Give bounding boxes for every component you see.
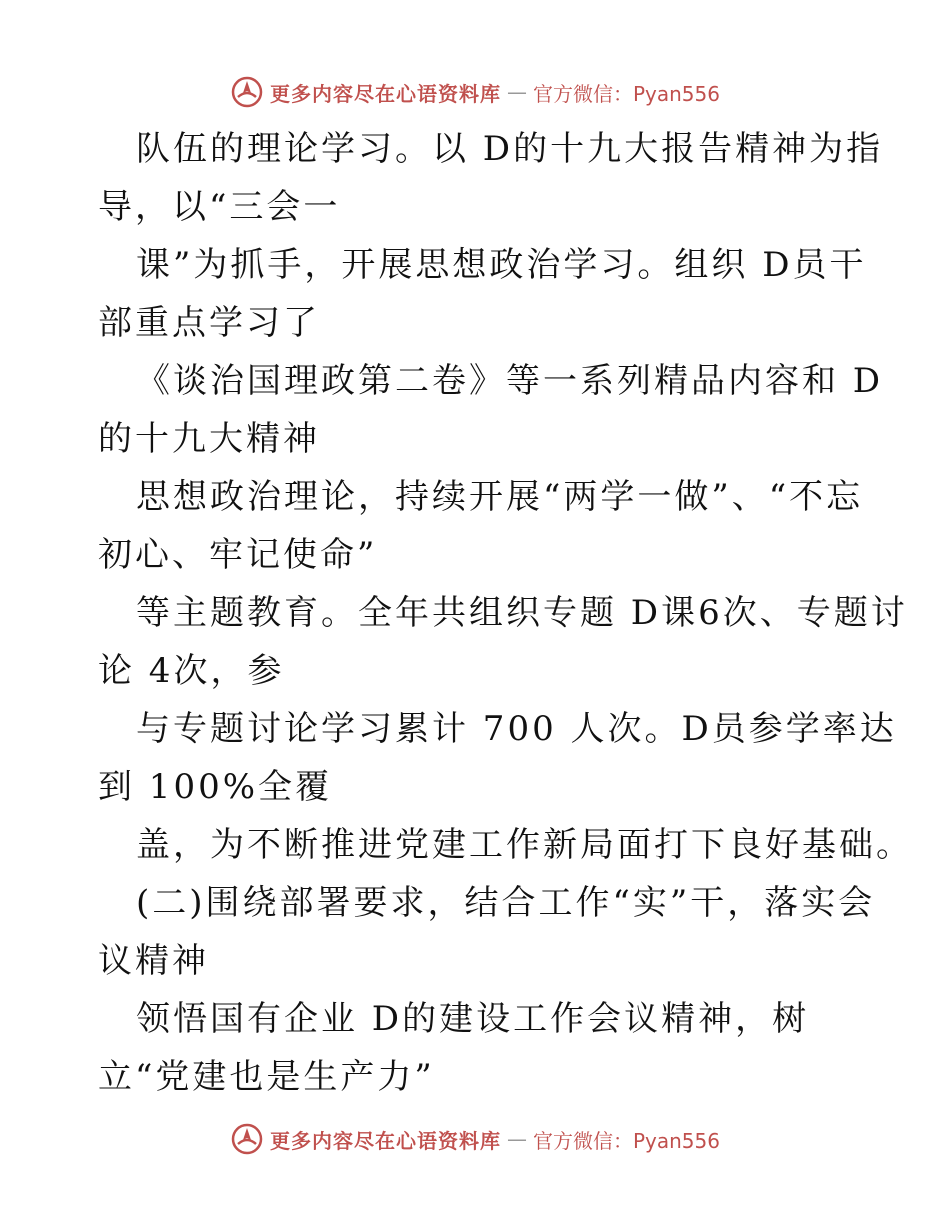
book-pen-logo-icon [230,1122,264,1156]
watermark-dash: — [506,1127,527,1151]
watermark-main-text: 更多内容尽在心语资料库 [269,1128,501,1153]
text-line: 等主题教育。全年共组织专题 D课6次、专题讨 [136,593,908,633]
text-line: 初心、牢记使命” [98,535,378,575]
text-line: 队伍的理论学习。以 D的十九大报告精神为指 [136,129,884,169]
text-line: 与专题讨论学习累计 700 人次。D员参学率达 [136,709,897,749]
text-line: (二)围绕部署要求，结合工作“实”干，落实会 [136,883,876,923]
document-body [98,120,913,1106]
text-line: 导，以“三会一 [98,187,341,227]
text-line: 盖，为不断推进党建工作新局面打下良好基础。 [136,825,913,865]
text-line: 的十九大精神 [98,419,320,459]
book-pen-logo-icon [230,75,264,109]
watermark-dash: — [506,80,527,104]
text-line: 思想政治理论，持续开展“两学一做”、“不忘 [136,477,864,517]
text-line: 到 100%全覆 [98,767,333,807]
text-line: 《谈治国理政第二卷》等一系列精品内容和 D [136,361,884,401]
text-line: 立“党建也是生产力” [98,1057,435,1097]
text-line: 部重点学习了 [98,303,320,343]
text-line: 课”为抓手，开展思想政治学习。组织 D员干 [136,245,867,285]
watermark-wechat-text: 官方微信：Pyan556 [532,1128,720,1153]
header-watermark [0,72,950,112]
watermark-wechat-text: 官方微信：Pyan556 [532,81,720,106]
text-line: 议精神 [98,941,209,981]
text-line: 领悟国有企业 D的建设工作会议精神，树 [136,999,810,1039]
watermark-main-text: 更多内容尽在心语资料库 [269,81,501,106]
footer-watermark [0,1119,950,1159]
text-line: 论 4次，参 [98,651,285,691]
